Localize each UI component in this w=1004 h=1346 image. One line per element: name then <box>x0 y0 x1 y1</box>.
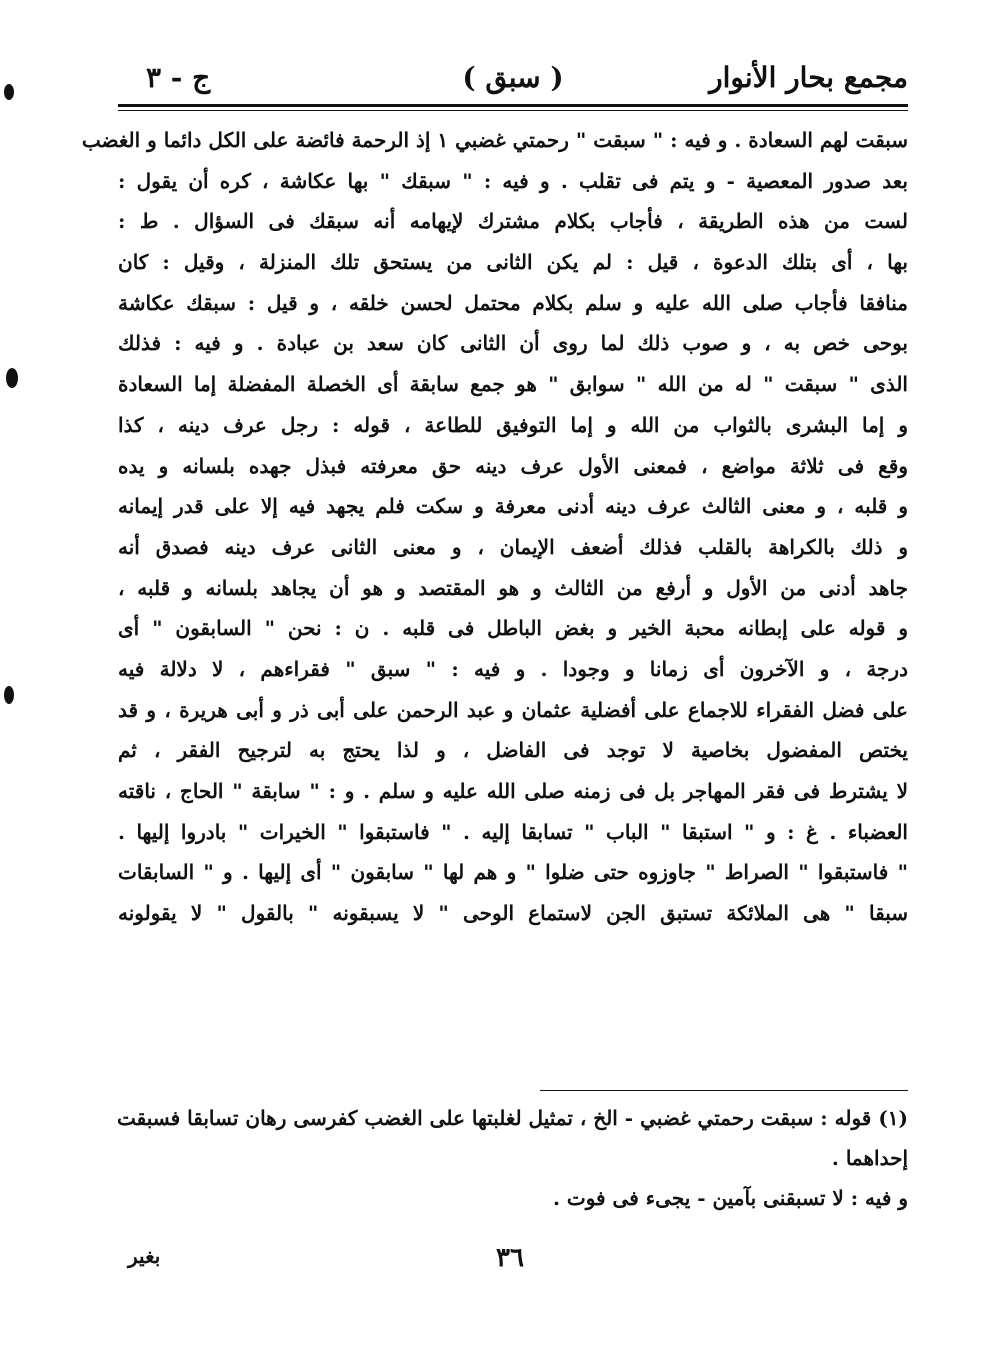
text-line: يختص المفضول بخاصية لا توجد فى الفاضل ، و لذا يحتج به لترجيح الفقر ، ثم <box>118 738 908 763</box>
text-line: منافقا فأجاب صلى الله عليه و سلم بكلام محتمل لحسن خلقه ، و قيل : سبقك عكاشة <box>118 290 908 315</box>
header-rule-thin <box>118 110 908 111</box>
header-rule <box>118 104 908 107</box>
text-line: جاهد أدنى من الأول و أرفع من الثالث و هو المقتصد و هو أن يجاهد بلسانه و قلبه ، <box>118 575 908 600</box>
footnote-line: و فيه : لا تسبقنى بآمين - يجىء فى فوت . <box>552 1186 908 1210</box>
footnotes <box>118 1098 908 1218</box>
text-line: الذى " سبقت " له من الله " سوابق " هو جمع سابقة أى الخصلة المفضلة إما السعادة <box>118 372 908 397</box>
text-line: بوحى خص به ، و صوب ذلك لما روى أن الثانى كان سعد بن عبادة . و فيه : فذلك <box>118 331 908 356</box>
page-number: ٣٦ <box>496 1243 524 1273</box>
text-line: العضباء . غ : و " استبقا " الباب " تسابقا إليه . " فاستبقوا " الخيرات " بادروا إليها . <box>118 819 908 844</box>
margin-blot <box>6 368 18 388</box>
text-line: وقع فى ثلاثة مواضع ، فمعنى الأول عرف دينه حق معرفته فبذل جهده بلسانه و يده <box>118 453 908 478</box>
text-line: بها ، أى بتلك الدعوة ، قيل : لم يكن الثانى من يستحق تلك المنزلة ، وقيل : كان <box>118 250 908 275</box>
catchword: بغير <box>128 1244 161 1268</box>
text-line: لا يشترط فى فقر المهاجر بل فى زمنه صلى الله عليه و سلم . و : " سابقة " الحاج ، ناقته <box>118 779 908 803</box>
footnote-line: (١) قوله : سبقت رحمتي غضبي - الخ ، تمثيل لغلبتها على الغضب كفرسى رهان تسابقا فسبقت <box>117 1106 908 1130</box>
entry-heading: ( سبق ) <box>462 61 564 94</box>
text-line: و قوله على إبطانه محبة الخير و بغض الباطل فى قلبه . ن : نحن " السابقون " أى <box>118 616 908 641</box>
text-line: درجة ، و الآخرون أى زمانا و وجودا . و فيه : " سبق " فقراءهم ، لا دلالة فيه <box>118 656 908 681</box>
text-line: سبقت لهم السعادة . و فيه : " سبقت " رحمتي غضبي ١ إذ الرحمة فائضة على الكل دائما و الغضب <box>81 128 908 152</box>
footnote-line: إحداهما . <box>831 1146 908 1170</box>
text-line: على فضل الفقراء للاجماع على أفضلية عثمان و عبد الرحمن على أبى ذر و أبى هريرة ، و قد <box>118 697 908 722</box>
margin-blot <box>4 84 14 100</box>
volume-label: ج - ٣ <box>146 61 211 94</box>
text-line: بعد صدور المعصية - و يتم فى تقلب . و فيه : " سبقك " بها عكاشة ، كره أن يقول : <box>118 168 908 193</box>
text-line: و قلبه ، و معنى الثالث عرف دينه أدنى معرفة و سكت فلم يجهد فيه إلا على قدر إيمانه <box>118 494 908 519</box>
main-text <box>81 120 908 934</box>
text-line: سبقا " هى الملائكة تستبق الجن لاستماع الوحى " لا يسبقونه " بالقول " لا يقولونه <box>118 901 908 926</box>
running-header <box>118 58 908 98</box>
text-line: و إما البشرى بالثواب من الله و إما التوفيق للطاعة ، قوله : رجل عرف دينه ، كذا <box>118 412 908 437</box>
book-title: مجمع بحار الأنوار <box>709 61 908 94</box>
text-line: و ذلك بالكراهة بالقلب فذلك أضعف الإيمان ، و معنى الثانى عرف دينه فصدق أنه <box>118 534 908 559</box>
margin-blot <box>4 686 14 704</box>
text-line: لست من هذه الطريقة ، فأجاب بكلام مشترك لإيهامه أنه سبقك فى السؤال . ط : <box>118 209 908 234</box>
text-line: " فاستبقوا " الصراط " جاوزوه حتى ضلوا " و هم لها " سابقون " أى إليها . و " السابقات <box>118 860 908 885</box>
footnote-rule <box>540 1090 908 1091</box>
